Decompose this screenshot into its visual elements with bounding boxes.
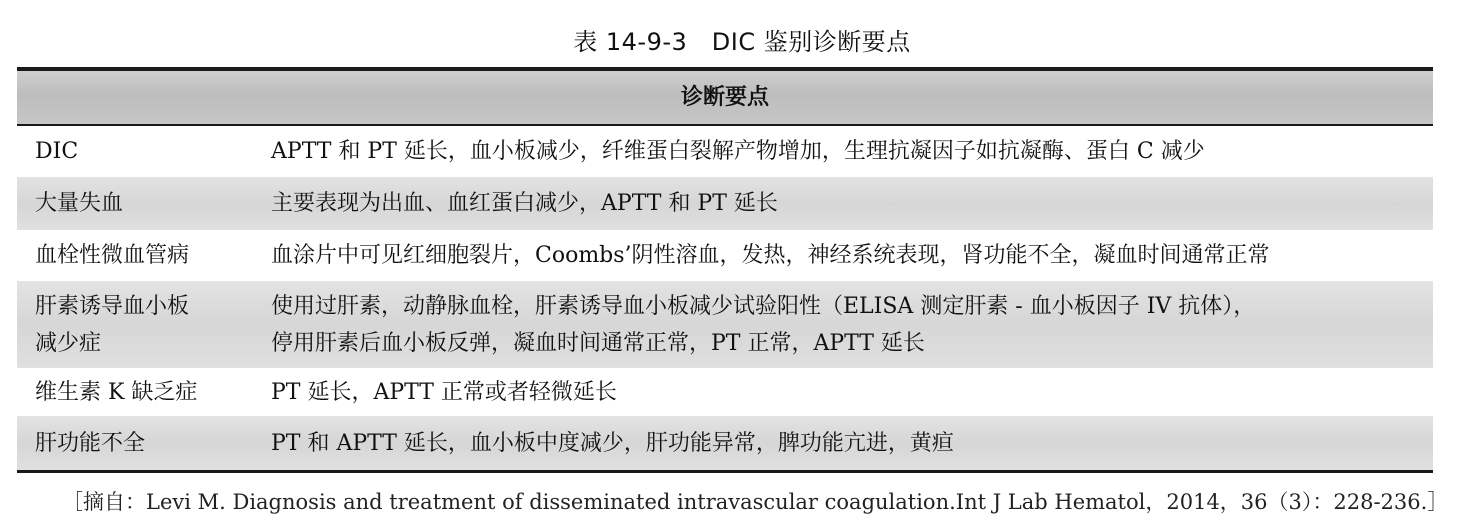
criteria-cell: [271, 133, 1433, 170]
table-row: [17, 281, 1433, 368]
table-row: [17, 126, 1433, 177]
criteria-cell: [271, 374, 1433, 411]
condition-cell: 维生素 K 缺乏症: [35, 379, 198, 405]
differential-diagnosis-table: [17, 67, 1433, 473]
criteria-line: 主要表现为出血、血红蛋白减少，APTT 和 PT 延长: [271, 191, 778, 216]
table-row: [17, 416, 1433, 470]
table-row: [17, 368, 1433, 416]
condition-line: 肝素诱导血小板: [35, 293, 190, 319]
criteria-line: PT 和 APTT 延长，血小板中度减少，肝功能异常，脾功能亢进，黄疸: [271, 430, 954, 456]
condition-cell: [17, 288, 271, 362]
table-row: [17, 177, 1433, 230]
table-header-row: [17, 71, 1433, 126]
table-header-cell: 诊断要点: [680, 85, 769, 110]
condition-cell: DIC: [35, 139, 79, 164]
criteria-line: APTT 和 PT 延长，血小板减少，纤维蛋白裂解产物增加，生理抗凝因子如抗凝酶、蛋白 C 减少: [271, 139, 1205, 164]
table-caption: 表 14-9-3 DIC 鉴别诊断要点: [573, 28, 911, 56]
condition-cell: 大量失血: [35, 191, 124, 216]
condition-cell: 血栓性微血管病: [35, 243, 190, 268]
criteria-line: PT 延长，APTT 正常或者轻微延长: [271, 379, 617, 405]
criteria-cell: [271, 425, 1433, 462]
criteria-line: 停用肝素后血小板反弹，凝血时间通常正常，PT 正常，APTT 延长: [271, 330, 925, 356]
condition-line: 减少症: [35, 330, 102, 356]
condition-cell: 肝功能不全: [35, 430, 146, 456]
criteria-line: 使用过肝素，动静脉血栓，肝素诱导血小板减少试验阳性（ELISA 测定肝素 - 血小板因子 IV 抗体），: [271, 293, 1256, 319]
criteria-cell: [271, 185, 1433, 222]
criteria-cell: [271, 288, 1433, 362]
source-citation: ［摘自：Levi M. Diagnosis and treatment of disseminated intravascular coagulation.Int J Lab Hematol，2014，36（3）：228-236.］: [62, 490, 1449, 514]
table-row: [17, 230, 1433, 281]
criteria-cell: [271, 237, 1433, 274]
criteria-line: 血涂片中可见红细胞裂片，Coombs’阴性溶血，发热，神经系统表现，肾功能不全，凝血时间通常正常: [271, 243, 1270, 268]
